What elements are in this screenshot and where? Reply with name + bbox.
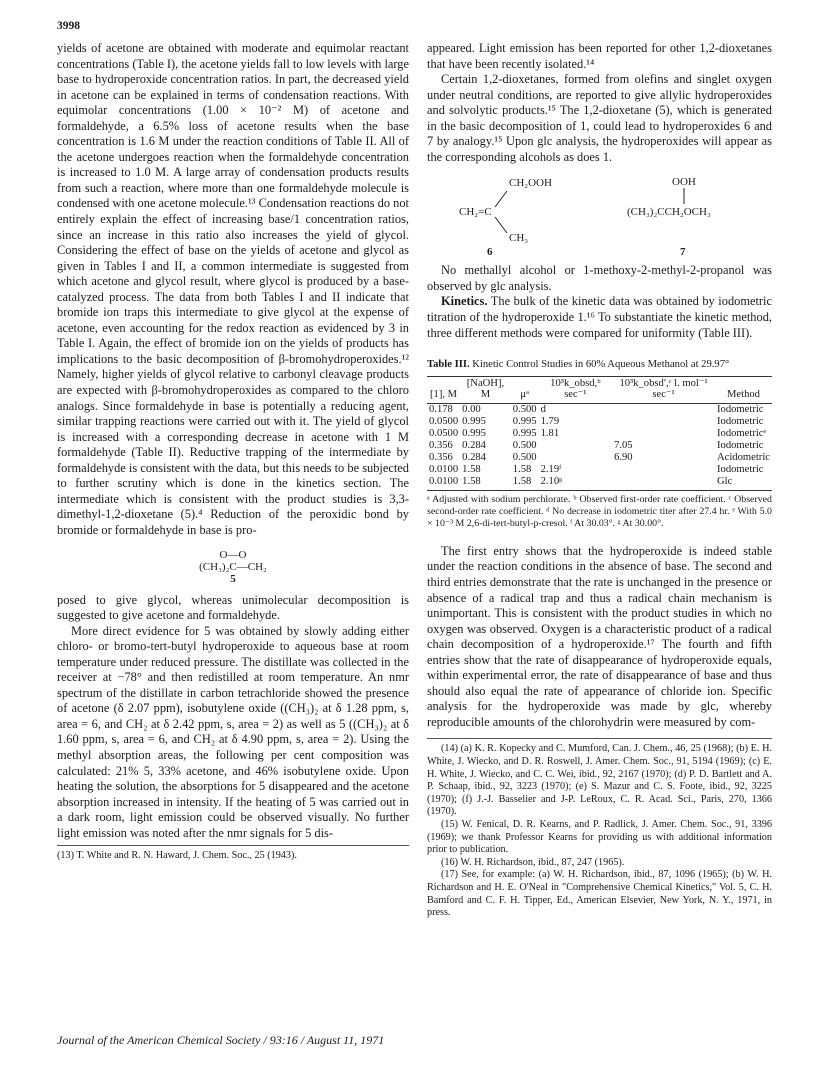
right-paragraph-2: Certain 1,2-dioxetanes, formed from olefins and singlet oxygen under neutral conditions, are reported to give allylic hydroperoxides and solvolytic products.¹⁵ The 1,2-dioxetane (5), which is generated in the basic decomposition of 1, could lead to hydroperoxides 6 and 7 by analogy.¹⁵ Upon glc analysis, the hydroperoxides will appear as the corresponding alcohols as does 1. <box>427 72 772 164</box>
table-cell <box>612 464 715 476</box>
right-column <box>427 41 772 920</box>
table-cell: 1.81 <box>540 427 560 439</box>
structure-5-label: 5 <box>230 572 236 585</box>
table-cell: 0.0100 <box>429 463 459 475</box>
table-header: [NaOH], M <box>466 377 505 401</box>
table-cell <box>612 428 715 440</box>
table-row <box>427 476 772 491</box>
table-cell <box>612 403 715 416</box>
left-column <box>57 41 409 863</box>
table-3-label: Table III. <box>427 359 470 371</box>
table-header-row <box>427 376 772 403</box>
table-cell: 7.05 <box>614 439 633 451</box>
table-3-caption <box>427 359 772 372</box>
footnote-13: (13) T. White and R. N. Haward, J. Chem. Soc., 25 (1943). <box>57 845 409 863</box>
footnote-16: (16) W. H. Richardson, ibid., 87, 247 (1965). <box>441 856 625 868</box>
table-cell: 0.500 <box>512 403 537 415</box>
table-header: μᵃ <box>520 389 529 401</box>
table-header: Method <box>727 389 760 401</box>
table-cell: 0.500 <box>512 439 537 451</box>
table-cell: 0.995 <box>462 415 486 427</box>
table-cell: 2.10ᵍ <box>540 475 563 487</box>
table-3-notes: ᵃ Adjusted with sodium perchlorate. ᵇ Observed first-order rate coefficient. ᶜ Observed second-order rate coefficient. ᵈ No decrease in iodometric titer after 27.4 hr. ᵉ With 5.0 × 10⁻³ M 2,6-di-tert-butyl-p-cresol. ᶠ At 30.03°. ᵍ At 30.00°. <box>427 493 772 529</box>
table-row <box>427 416 772 428</box>
right-paragraph-5: The first entry shows that the hydroperoxide is indeed stable under the reaction conditions in the absence of base. The second and third entries demonstrate that the rate is unchanged in the presence or absence of a radical trap and thus a radical chain mechanism is unimportant. This is consistent with the product studies in which no oxygen was observed. Oxygen is a characteristic product of a radical chain decomposition of a hydroperoxide.¹⁷ The fourth and fifth entries show that the rate of disappearance of hydroperoxide equals, within experimental error, the rate of disappearance of base and thus should also equal the rate of appearance of chloride ion. Specific analysis for the hydroperoxide was made by glc, whereby reproducible amounts of the chlorohydrin were measured by com- <box>427 543 772 729</box>
structure-5-ring: O—O <box>219 548 247 561</box>
table-cell: Acidometric <box>717 451 770 463</box>
structure-5 <box>57 549 409 585</box>
table-cell: Glc <box>717 475 733 487</box>
right-paragraph-1: appeared. Light emission has been reported for other 1,2-dioxetanes that have been recently isolated.¹⁴ <box>427 41 772 71</box>
table-cell: 0.284 <box>462 451 486 463</box>
table-cell: 0.0500 <box>429 415 459 427</box>
table-cell: 0.0100 <box>429 475 459 487</box>
structure-5-formula: (CH₃)₂C—CH₂ <box>199 560 267 573</box>
table-cell: Iodometric <box>717 415 764 427</box>
page-number: 3998 <box>57 20 80 32</box>
table-cell: 1.58 <box>462 463 481 475</box>
table-cell: d <box>540 403 546 415</box>
table-cell: 0.995 <box>512 427 537 439</box>
table-cell: 0.00 <box>462 403 481 415</box>
table-row <box>427 464 772 476</box>
table-cell: 0.995 <box>462 427 486 439</box>
table-row <box>427 428 772 440</box>
structures-6-7 <box>427 173 772 257</box>
left-paragraph-2: posed to give glycol, whereas unimolecular decomposition is suggested to give acetone and formaldehyde. <box>57 592 409 623</box>
table-cell: 1.58 <box>512 463 532 475</box>
right-paragraph-3: No methallyl alcohol or 1-methoxy-2-methyl-2-propanol was observed by glc analysis. <box>427 263 772 293</box>
table-cell: Iodometric <box>717 463 764 475</box>
table-row <box>427 403 772 416</box>
footnote-15: (15) W. Fenical, D. R. Kearns, and P. Radlick, J. Amer. Chem. Soc., 91, 3396 (1969); we thank Professor Kearns for providing us with additional information prior to publication. <box>427 819 772 856</box>
table-cell: 1.58 <box>462 475 481 487</box>
table-cell: 0.0500 <box>429 427 459 439</box>
structure-7-label: 7 <box>680 246 686 259</box>
table-cell: 6.90 <box>614 451 633 463</box>
table-cell <box>539 440 612 452</box>
structure-7-top: OOH <box>672 176 696 189</box>
table-cell: Iodometric <box>717 439 764 451</box>
table-cell: Iodometric <box>717 403 764 415</box>
footnote-14: (14) (a) K. R. Kopecky and C. Mumford, Can. J. Chem., 46, 25 (1968); (b) E. H. White, J. Wiecko, and D. R. Roswell, J. Amer. Chem. Soc., 91, 5194 (1969); (c) E. H. White, J. Wiecko, and C. C. Wei, ibid., 92, 2167 (1970); (d) P. D. Bartlett and A. P. Schaap, ibid., 92, 3223 (1970); (e) S. Mazur and C. S. Foote, ibid., 92, 3225 (1970); (f) J.-J. Basselier and J-P. LeRoux, C. R. Acad. Sci., Paris, 270, 1366 (1970). <box>427 743 772 818</box>
structure-6-label: 6 <box>487 246 493 259</box>
table-cell: 1.79 <box>540 415 560 427</box>
table-3-title: Kinetic Control Studies in 60% Aqueous Methanol at 29.97° <box>469 359 730 371</box>
table-cell: 0.284 <box>462 439 486 451</box>
structure-7-formula: (CH₃)₂CCH₂OCH₃ <box>627 206 711 219</box>
table-cell: 0.178 <box>429 403 453 415</box>
table-header: [1], M <box>430 389 458 401</box>
table-cell <box>612 476 715 491</box>
table-3 <box>427 376 772 491</box>
table-cell: 0.356 <box>429 439 453 451</box>
table-cell: 0.500 <box>512 451 537 463</box>
table-cell <box>539 452 612 464</box>
table-cell: 1.58 <box>512 475 532 487</box>
kinetics-heading: Kinetics. <box>441 294 488 309</box>
left-paragraph-1: yields of acetone are obtained with moderate and equimolar reactant concentrations (Table I), the acetone yields fall to low levels with large base to hydroperoxide concentration ratios. In part, the decreased yield in acetone can be explained in terms of condensation reactions. With equimolar concentrations (1.00 × 10⁻² M) of acetone and formaldehyde, a 6.5% loss of acetone results when the base concentration is 1.6 M under the reaction conditions of Table II. All of the acetone undergoes reaction when the formaldehyde concentration is increased to 1.0 M. A large array of condensation products results from such a reaction, where more than one formaldehyde molecule is condensed with one acetone molecule.¹³ Condensation reactions do not entirely explain the effect of increasing base/1 concentration ratios, since an increase in this ratio also increases the yield of glycol. Considering the effect of base on the yields of acetone and glycol as given in Tables I and II, a common intermediate is suggested from which acetone and glycol result, where glycol is produced by a base-catalyzed process. The data from both Tables I and II indicate that bromide ion traps this intermediate to give glycol at the expense of acetone, even accounting for the redox reaction as evidenced by 3 in Table I. Again, the effect of bromide ion on the yields of products has implications to the basic decomposition of β-bromohydroperoxides.¹² Namely, higher yields of glycol relative to carbonyl cleavage products are expected with β-bromohydroperoxides as compared to the chloro analogs. Since formaldehyde in base is potentially a reducing agent, similar trapping reactions were carried out with it. The yield of glycol is increased with a corresponding decrease in acetone with 1 M formaldehyde (Table II). Reductive trapping of the intermediate by formaldehyde is consistent with the data, but this needs to be subjected to further scrutiny which is done in the kinetics section. The intermediate which is consistent with the product studies is 3,3-dimethyl-1,2-dioxetane (5).⁴ Reduction of the peroxidic bond by bromide or formaldehyde in base is pro- <box>57 41 409 537</box>
footnote-17: (17) See, for example: (a) W. H. Richardson, ibid., 87, 1096 (1965); (b) W. H. Richardson and H. E. O'Neal in "Comprehensive Chemical Kinetics," Vol. 5, C. H. Bamford and C. F. H. Tipper, Ed., American Elsevier, New York, N. Y., 1971, in press. <box>427 869 772 919</box>
table-header: 10³k_obsd,ᵇ sec⁻¹ <box>550 377 601 401</box>
footnotes-right <box>427 738 772 919</box>
structure-6-left: CH₂=C <box>459 206 492 219</box>
structure-6-bottom: CH₃ <box>509 232 529 245</box>
kinetics-paragraph <box>427 294 772 341</box>
table-cell: 2.19ᶠ <box>540 463 562 475</box>
table-cell: Iodometricᵉ <box>717 427 767 439</box>
structure-6-top: CH₂OOH <box>509 177 552 190</box>
kinetics-text: The bulk of the kinetic data was obtained by iodometric titration of the hydroperoxide 1.¹⁶ To substantiate the kinetic method, three different methods were compared for uniformity (Table III). <box>427 294 772 340</box>
table-row <box>427 440 772 452</box>
table-row <box>427 452 772 464</box>
left-paragraph-3: More direct evidence for 5 was obtained by slowly adding either chloro- or bromo-tert-butyl hydroperoxide to aqueous base at room temperature under reduced pressure. The distillate was collected in the receiver at −78° and then redistilled at room temperature. An nmr spectrum of the distillate in carbon tetrachloride showed the presence of acetone (δ 2.07 ppm), isobutylene oxide ((CH₃)₂ at δ 1.28 ppm, s, area = 6, and CH₂ at δ 2.42 ppm, s, area = 2) as well as 5 ((CH₃)₂ at δ 1.60 ppm, s, area = 6, and CH₂ at δ 4.90 ppm, s, area = 2). Using the methyl absorption areas, the following per cent composition was calculated: 21% 5, 33% acetone, and 46% isobutylene oxide. Upon heating the solution, the absorptions for 5 disappeared and the acetone absorption increased in intensity. If the heating of 5 was carried out in a dark room, light emission could be observed visually. No further light emission was noted after the nmr signals for 5 dis- <box>57 623 409 840</box>
table-header: 10³k_obsd′,ᶜ l. mol⁻¹ sec⁻¹ <box>619 377 708 401</box>
table-cell <box>612 416 715 428</box>
table-cell: 0.356 <box>429 451 453 463</box>
journal-footer: Journal of the American Chemical Society / 93:16 / August 11, 1971 <box>57 1033 385 1047</box>
table-cell: 0.995 <box>512 415 537 427</box>
